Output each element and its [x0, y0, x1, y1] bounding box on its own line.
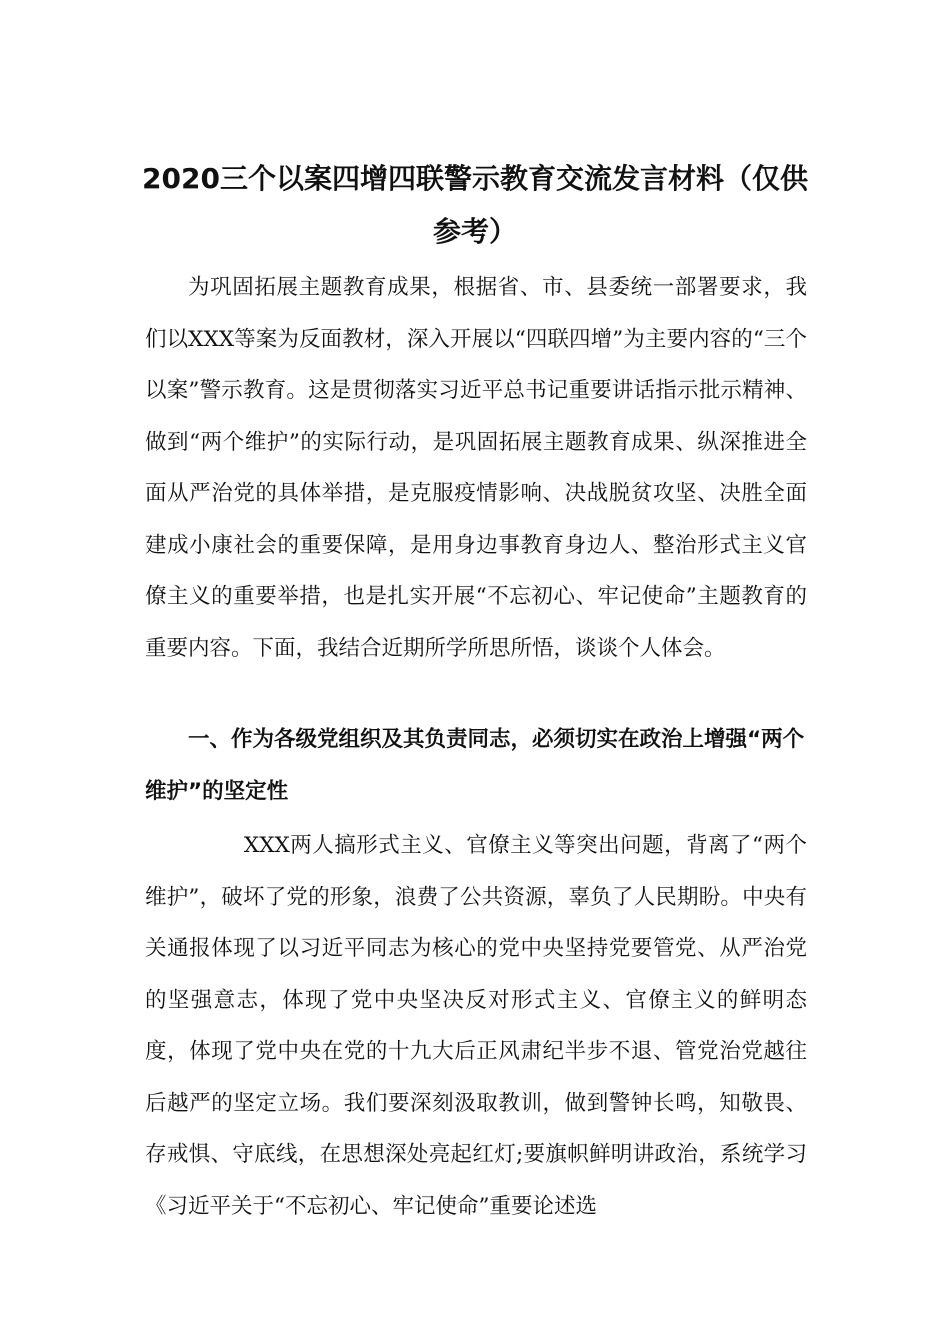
document-title: 2020三个以案四增四联警示教育交流发言材料（仅供参考） [142, 162, 808, 248]
intro-paragraph: 为巩固拓展主题教育成果，根据省、市、县委统一部署要求，我们以XXX等案为反面教材，深入开展以“四联四增”为主要内容的“三个以案”警示教育。这是贯彻落实习近平总书记重要讲话指示批示精神、做到“两个维护”的实际行动，是巩固拓展主题教育成果、纵深推进全面从严治党的具体举措，是克服疫情影响、决战脱贫攻坚、决胜全面建成小康社会的重要保障，是用身边事教育身边人、整治形式主义官僚主义的重要举措，也是扎实开展“不忘初心、牢记使命”主题教育的重要内容。下面，我结合近期所学所思所悟，谈谈个人体会。 [145, 275, 807, 661]
section-heading-1: 一、作为各级党组织及其负责同志，必须切实在政治上增强“两个维护”的坚定性 [145, 727, 805, 804]
section-1-paragraph: XXX两人搞形式主义、官僚主义等突出问题，背离了“两个维护”，破坏了党的形象，浪费了公共资源，辜负了人民期盼。中央有关通报体现了以习近平同志为核心的党中央坚持党要管党、从严治党的坚强意志，体现了党中央坚决反对形式主义、官僚主义的鲜明态度，体现了党中央在党的十九大后正风肃纪半步不退、管党治党越往后越严的坚定立场。我们要深刻汲取教训，做到警钟长鸣，知敬畏、存戒惧、守底线，在思想深处亮起红灯;要旗帜鲜明讲政治，系统学习《习近平关于“不忘初心、牢记使命”重要论述选 [145, 833, 807, 1219]
